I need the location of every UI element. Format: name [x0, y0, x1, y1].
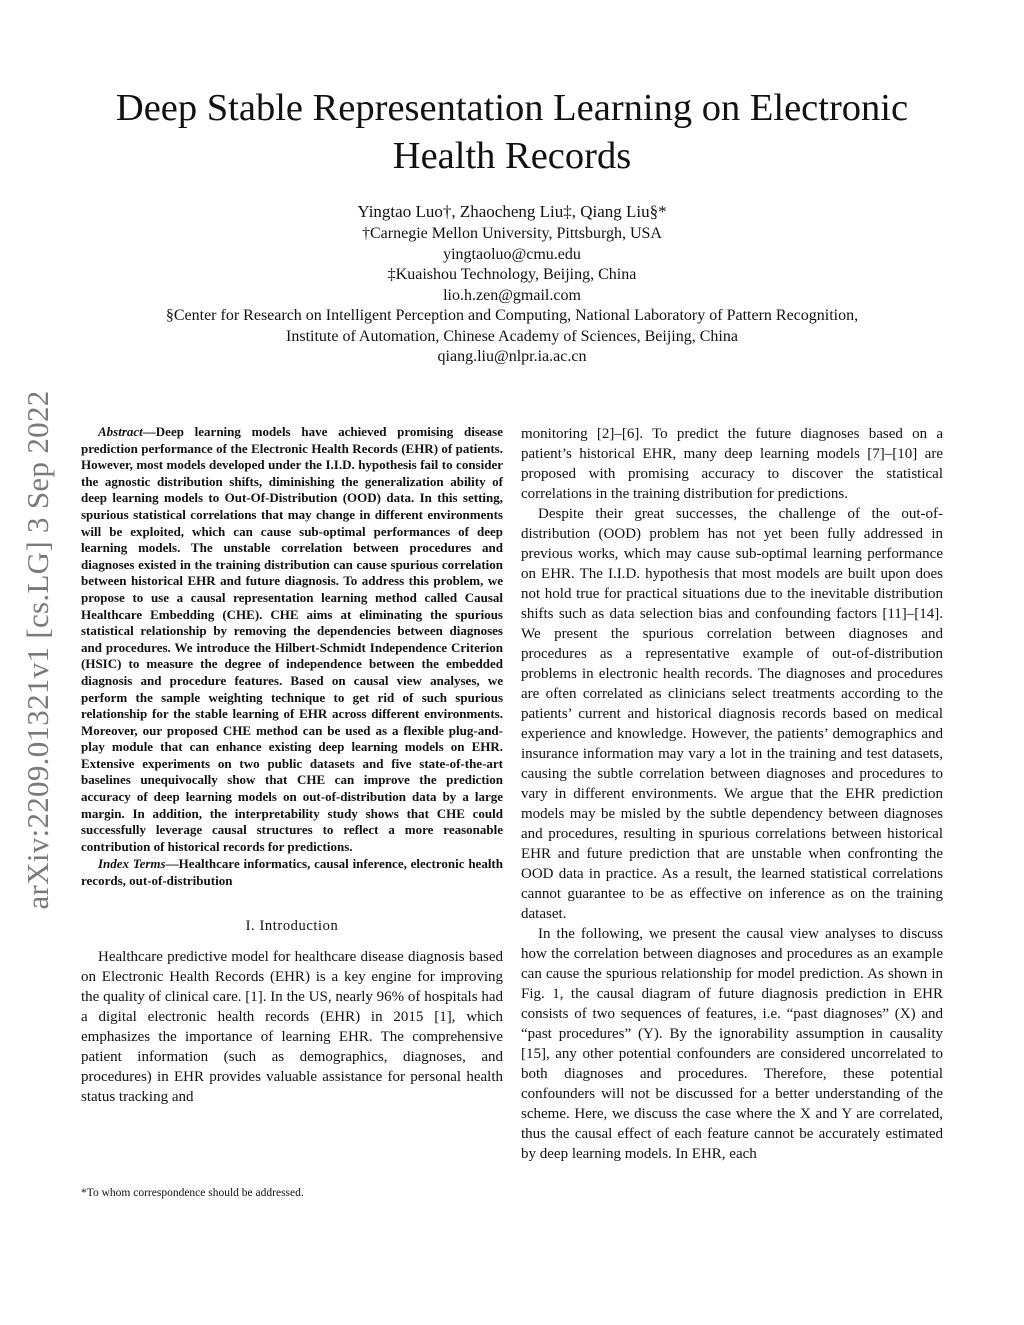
paper-title	[40, 84, 984, 180]
intro-body-right	[521, 424, 943, 1164]
abstract-label: Abstract	[98, 424, 143, 439]
index-terms-label: Index Terms	[98, 856, 166, 872]
footnote: *To whom correspondence should be addressed.	[81, 1187, 304, 1199]
right-column	[521, 424, 943, 1164]
affiliation-2: ‡Kuaishou Technology, Beijing, China	[387, 266, 637, 283]
author-block	[40, 201, 984, 368]
abstract-paragraph	[81, 424, 503, 855]
affiliation-3-line-1: §Center for Research on Intelligent Perception and Computing, National Laboratory of Pattern Recognition,	[165, 307, 859, 324]
email-1: yingtaoluo@cmu.edu	[443, 245, 581, 263]
affiliation-1: †Carnegie Mellon University, Pittsburgh, USA	[362, 225, 662, 242]
email-2: lio.h.zen@gmail.com	[443, 286, 581, 304]
intro-paragraph-continued: monitoring [2]–[6]. To predict the future diagnoses based on a patient’s historical EHR, many deep learning models [7]–[10] are proposed with promising accuracy to discover the statistical correlations in the training distribution for predictions.	[521, 426, 943, 502]
arxiv-sidebar-stamp	[8, 366, 68, 934]
intro-body-left	[81, 947, 503, 1107]
title-line-1: Deep Stable Representation Learning on Electronic	[115, 87, 909, 129]
intro-paragraph-1: Healthcare predictive model for healthcare disease diagnosis based on Electronic Health Records (EHR) is a key engine for improving the quality of clinical care. [1]. In the US, nearly 96% of hospitals had a digital electronic health records (EHR) in 2015 [1], which emphasizes the importance of learning EHR. The comprehensive patient information (such as demographics, diagnoses, and procedures) in EHR provides valuable assistance for personal health status tracking and	[81, 948, 503, 1105]
author-names: Yingtao Luo†, Zhaocheng Liu‡, Qiang Liu§*	[357, 202, 667, 221]
intro-paragraph-3: In the following, we present the causal view analyses to discuss how the correlation between diagnoses and procedures as an example can cause the spurious relationship for model prediction. As shown in Fig. 1, the causal diagram of future diagnosis prediction in EHR consists of two sequences of features, i.e. “past diagnoses” (X) and “past procedures” (Y). By the ignorability assumption in causality [15], any other potential confounders are considered uncorrelated to both diagnoses and procedures. Therefore, these potential confounders will not be discussed for a better understanding of the scheme. Here, we discuss the case where the X and Y are correlated, thus the causal effect of each feature cannot be accurately estimated by deep learning models. In EHR, each	[521, 926, 943, 1162]
abstract	[81, 424, 503, 890]
abstract-text: —Deep learning models have achieved promising disease prediction performance of the Electronic Health Records (EHR) of patients. However, most models developed under the I.I.D. hypothesis fail to consider the agnostic distribution shifts, diminishing the generalization ability of deep learning models to Out-Of-Distribution (OOD) data. In this setting, spurious statistical correlations that may change in different environments will be exploited, which can cause sub-optimal performances of deep learning models. The unstable correlation between procedures and diagnoses existed in the training distribution can cause spurious correlation between historical EHR and future diagnosis. To address this problem, we propose to use a causal representation learning method called Causal Healthcare Embedding (CHE). CHE aims at eliminating the spurious statistical relationship by removing the dependencies between diagnoses and procedures. We introduce the Hilbert-Schmidt Independence Criterion (HSIC) to measure the degree of independence between the embedded diagnosis and procedure features. Based on causal view analyses, we perform the sample weighting technique to get rid of such spurious relationship for the stable learning of EHR across different environments. Moreover, our proposed CHE method can be used as a flexible plug-and-play module that can enhance existing deep learning models on EHR. Extensive experiments on two public datasets and five state-of-the-art baselines unequivocally show that CHE can improve the prediction accuracy of deep learning models on out-of-distribution data by a large margin. In addition, the interpretability study shows that CHE could successfully leverage causal structures to reflect a more reasonable contribution of historical records for predictions.	[81, 424, 503, 854]
email-3: qiang.liu@nlpr.ia.ac.cn	[437, 348, 587, 365]
affiliation-3-line-2: Institute of Automation, Chinese Academy of Sciences, Beijing, China	[286, 327, 738, 345]
arxiv-identifier: arXiv:2209.01321v1 [cs.LG] 3 Sep 2022	[20, 390, 55, 910]
intro-paragraph-2: Despite their great successes, the challenge of the out-of-distribution (OOD) problem has not yet been fully addressed in previous works, which may cause sub-optimal learning performance on EHR. The I.I.D. hypothesis that most models are built upon does not hold true for practical situations due to the inevitable distribution shifts such as data selection bias and confounding factors [11]–[14]. We present the spurious correlation between diagnoses and procedures as a representative example of out-of-distribution problems in electronic health records. The diagnoses and procedures are often correlated as clinicians select treatments according to the patients’ current and historical diagnosis records based on medical experience and knowledge. However, the patients’ demographics and insurance information may vary a lot in the training and test datasets, causing the subtle correlation between diagnoses and procedures to vary in different environments. We argue that the EHR prediction models may be misled by the subtle dependency between diagnoses and procedures, resulting in spurious correlations between historical EHR and future prediction that are unstable when confronting the OOD data in practice. As a result, the learned statistical correlations cannot guarantee to be as effective on inference as on the training dataset.	[521, 506, 943, 922]
index-terms-paragraph	[81, 856, 503, 889]
index-terms-text: —Healthcare informatics, causal inference, electronic health records, out-of-distribution	[81, 856, 503, 889]
left-column	[81, 424, 503, 1107]
section-heading-introduction: I. Introduction	[245, 917, 339, 934]
title-line-2: Health Records	[392, 135, 632, 177]
